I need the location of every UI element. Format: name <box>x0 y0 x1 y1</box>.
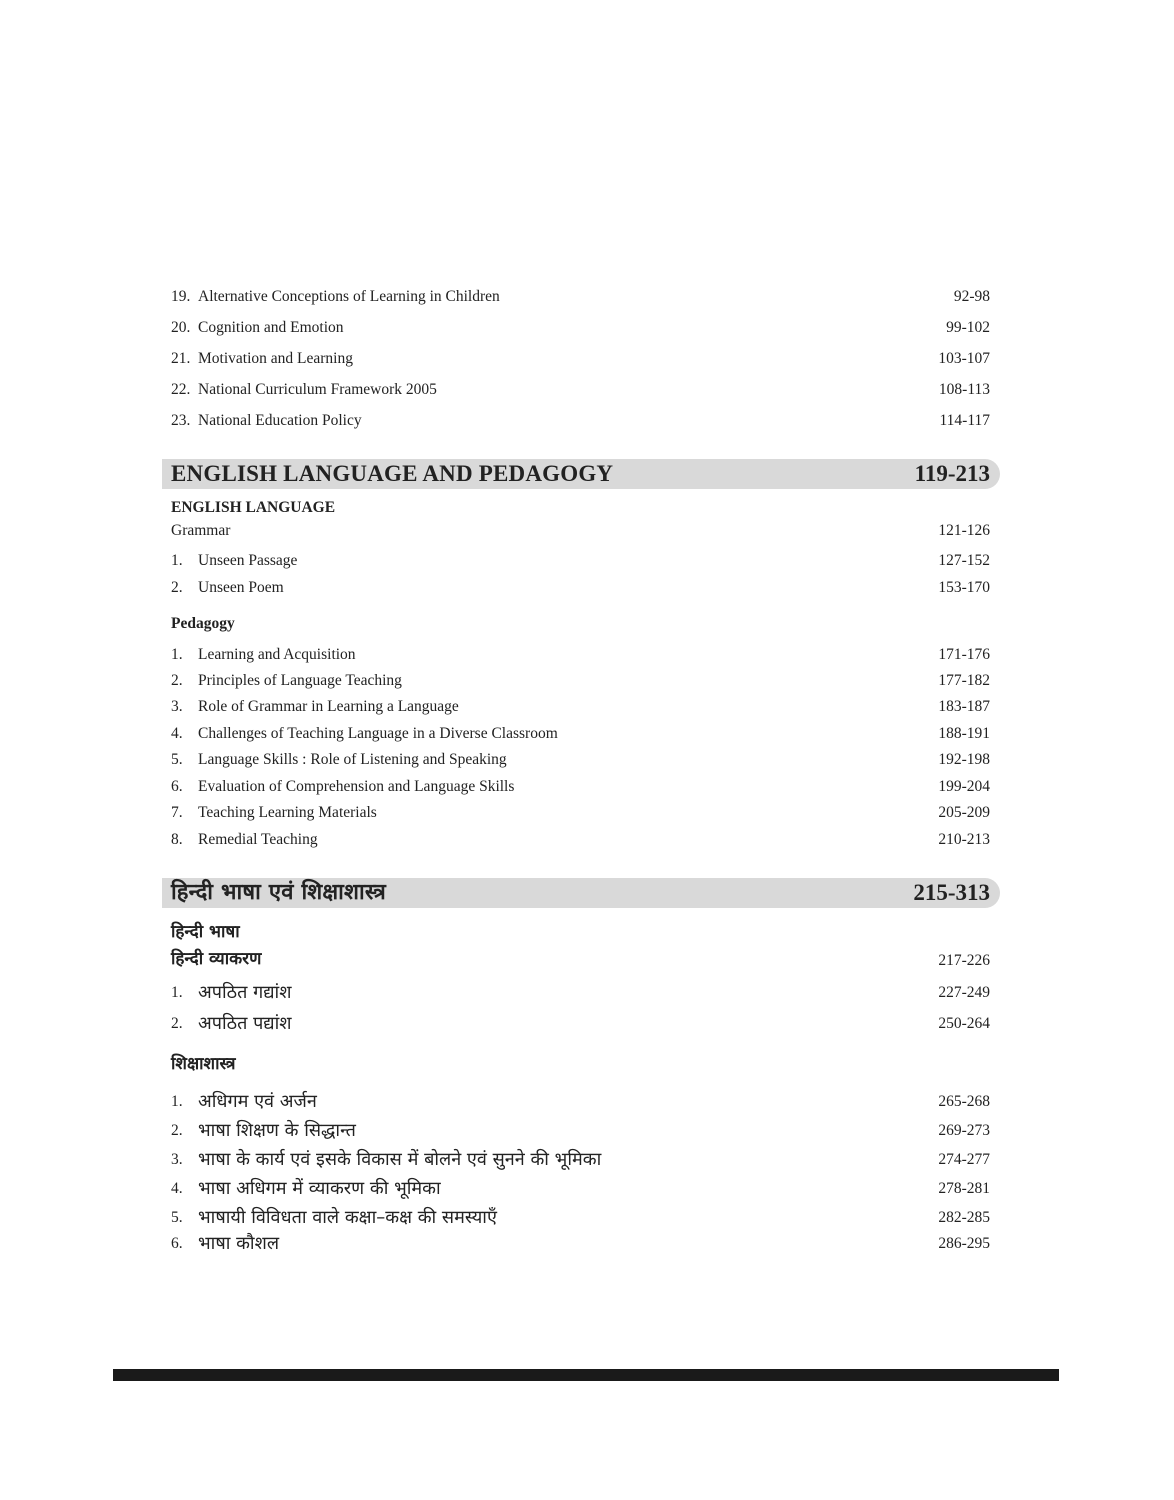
entry-title: भाषा अधिगम में व्याकरण की भूमिका <box>198 1178 441 1199</box>
toc-entry <box>171 1119 990 1143</box>
entry-pages: 188-191 <box>938 725 990 742</box>
section-header-english <box>162 459 1000 489</box>
entry-pages: 192-198 <box>938 751 990 768</box>
entry-title: Unseen Passage <box>198 552 298 569</box>
entry-number: 1. <box>171 552 183 569</box>
entry-number: 6. <box>171 778 183 795</box>
toc-entry <box>171 748 990 772</box>
entry-title: भाषायी विविधता वाले कक्षा–कक्ष की समस्याएँ <box>198 1207 497 1228</box>
toc-entry <box>171 409 990 433</box>
entry-title: Motivation and Learning <box>198 350 353 367</box>
entry-title: Principles of Language Teaching <box>198 672 402 689</box>
toc-entry <box>171 981 990 1005</box>
entry-number: 3. <box>171 698 183 715</box>
entry-number: 1. <box>171 984 183 1001</box>
section-title: ENGLISH LANGUAGE AND PEDAGOGY <box>171 461 614 486</box>
entry-title: Language Skills : Role of Listening and Speaking <box>198 751 507 768</box>
entry-pages: 205-209 <box>938 804 990 821</box>
toc-entry <box>171 1012 990 1036</box>
toc-entry <box>171 1177 990 1201</box>
entry-pages: 250-264 <box>938 1015 990 1032</box>
entry-title: भाषा के कार्य एवं इसके विकास में बोलने एवं सुनने की भूमिका <box>198 1149 602 1170</box>
entry-title: Cognition and Emotion <box>198 319 344 336</box>
toc-entry <box>171 722 990 746</box>
entry-number: 1. <box>171 1093 183 1110</box>
entry-title: Alternative Conceptions of Learning in Children <box>198 288 500 305</box>
section-title: हिन्दी भाषा एवं शिक्षाशास्त्र <box>171 880 387 905</box>
toc-entry <box>171 1090 990 1114</box>
entry-pages: 171-176 <box>938 646 990 663</box>
entry-pages: 108-113 <box>938 381 990 398</box>
entry-number: 22. <box>171 381 191 398</box>
toc-entry <box>171 1148 990 1172</box>
entry-title: भाषा शिक्षण के सिद्धान्त <box>198 1120 356 1141</box>
entry-title: Remedial Teaching <box>198 831 318 848</box>
entry-number: 3. <box>171 1151 183 1168</box>
entry-pages: 92-98 <box>953 288 990 305</box>
entry-number: 19. <box>171 288 191 305</box>
entry-title: अपठित गद्यांश <box>198 982 292 1003</box>
subsection-heading-hindi-language: हिन्दी भाषा <box>171 922 240 942</box>
toc-entry <box>171 775 990 799</box>
entry-title: National Curriculum Framework 2005 <box>198 381 437 398</box>
toc-entry <box>171 1232 990 1256</box>
entry-title: Teaching Learning Materials <box>198 804 377 821</box>
subsection-heading-english-language: ENGLISH LANGUAGE <box>171 499 336 516</box>
toc-entry <box>171 549 990 573</box>
entry-number: 2. <box>171 579 183 596</box>
grammar-pages: 121-126 <box>938 522 990 539</box>
entry-number: 2. <box>171 672 183 689</box>
entry-pages: 227-249 <box>938 984 990 1001</box>
entry-pages: 274-277 <box>938 1151 990 1168</box>
toc-entry <box>171 316 990 340</box>
toc-entry <box>171 285 990 309</box>
toc-entry <box>171 801 990 825</box>
entry-number: 4. <box>171 1180 183 1197</box>
toc-entry <box>171 828 990 852</box>
entry-pages: 265-268 <box>938 1093 990 1110</box>
entry-title: Role of Grammar in Learning a Language <box>198 698 459 715</box>
toc-entry <box>171 576 990 600</box>
grammar-label: हिन्दी व्याकरण <box>171 949 262 969</box>
entry-number: 6. <box>171 1235 183 1252</box>
footer-rule <box>113 1369 1059 1381</box>
entry-title: Learning and Acquisition <box>198 646 356 663</box>
entry-pages: 114-117 <box>939 412 990 429</box>
entry-pages: 127-152 <box>938 552 990 569</box>
entry-title: Evaluation of Comprehension and Language Skills <box>198 778 515 795</box>
entry-pages: 183-187 <box>938 698 990 715</box>
toc-entry <box>171 643 990 667</box>
entry-title: National Education Policy <box>198 412 362 429</box>
entry-number: 2. <box>171 1015 183 1032</box>
entry-title: Challenges of Teaching Language in a Diverse Classroom <box>198 725 558 742</box>
toc-entry <box>171 1206 990 1230</box>
toc-entry <box>171 378 990 402</box>
grammar-pages: 217-226 <box>938 952 990 969</box>
entry-number: 1. <box>171 646 183 663</box>
entry-pages: 177-182 <box>938 672 990 689</box>
toc-entry <box>171 347 990 371</box>
entry-number: 2. <box>171 1122 183 1139</box>
entry-title: अधिगम एवं अर्जन <box>198 1091 317 1112</box>
section-header-hindi <box>162 878 1000 908</box>
entry-number: 20. <box>171 319 191 336</box>
entry-title: अपठित पद्यांश <box>198 1013 292 1034</box>
toc-entry <box>171 695 990 719</box>
entry-number: 5. <box>171 751 183 768</box>
toc-entry <box>171 669 990 693</box>
entry-number: 5. <box>171 1209 183 1226</box>
entry-pages: 282-285 <box>938 1209 990 1226</box>
entry-pages: 199-204 <box>938 778 990 795</box>
entry-number: 7. <box>171 804 183 821</box>
entry-pages: 286-295 <box>938 1235 990 1252</box>
entry-pages: 269-273 <box>938 1122 990 1139</box>
grammar-label: Grammar <box>171 522 231 539</box>
entry-number: 23. <box>171 412 191 429</box>
entry-number: 21. <box>171 350 191 367</box>
entry-pages: 99-102 <box>946 319 990 336</box>
entry-pages: 278-281 <box>938 1180 990 1197</box>
entry-number: 4. <box>171 725 183 742</box>
entry-pages: 210-213 <box>938 831 990 848</box>
entry-number: 8. <box>171 831 183 848</box>
subsection-heading-pedagogy: Pedagogy <box>171 615 235 632</box>
entry-title: भाषा कौशल <box>198 1233 280 1254</box>
section-pages: 215-313 <box>913 880 990 905</box>
subsection-heading-pedagogy: शिक्षाशास्त्र <box>171 1054 236 1074</box>
entry-title: Unseen Poem <box>198 579 284 596</box>
entry-pages: 153-170 <box>938 579 990 596</box>
entry-pages: 103-107 <box>938 350 990 367</box>
section-pages: 119-213 <box>914 461 990 486</box>
